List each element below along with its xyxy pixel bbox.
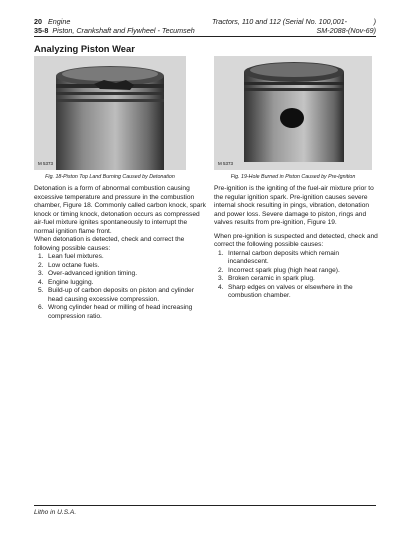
model-close: ) [373,17,376,26]
list-item: 5. Build-up of carbon deposits on piston and cylinder head causing excessive compression. [38,287,194,303]
list-item: 3. Broken ceramic in spark plug. [218,275,315,282]
sub-number: 35-8 [34,26,49,35]
section-heading: Analyzing Piston Wear [34,43,135,54]
detonation-check-paragraph: When detonation is detected, check and correct the following possible causes: [34,236,185,252]
list-item: 3. Over-advanced ignition timing. [38,270,138,277]
figure-18-photo [34,56,186,170]
header-left-line-2 [34,26,195,35]
section-title: Engine [48,17,71,26]
list-item: 2. Low octane fuels. [38,261,100,269]
figure-19-caption: Fig. 19-Hole Burned in Piston Caused by Pre-Ignition [230,174,356,180]
footer-rule [34,505,376,506]
figure-19-plate: M 5373 [218,161,234,166]
manual-code: SM-2088-(Nov-69) [316,26,376,35]
preignition-column [214,185,378,301]
detonation-causes-list [34,253,206,321]
detonation-column [34,185,206,321]
detonation-paragraph: Detonation is a form of abnormal combustion causing excessive temperature and pressure in the combustion chamber, Figure 18. Commonly called carbon knock, spark knock or timing knock, detonation occurs as compressed air-fuel mixture ignites spontaneously to interrupt the normal ignition flame front. [34,185,206,235]
figure-18-plate: M 5373 [38,161,54,166]
list-item: 1. Lean fuel mixtures. [38,253,104,260]
model-line: Tractors, 110 and 112 (Serial No. 100,001- [212,17,348,26]
list-item: 4. Engine lugging. [38,278,94,286]
footer-litho: Litho in U.S.A. [34,509,77,516]
header-right-line-1 [212,17,376,26]
figure-19-photo [214,56,372,170]
preignition-causes-list [214,250,378,301]
sub-title: Piston, Crankshaft and Flywheel - Tecumseh [52,26,195,35]
figure-18-caption: Fig. 18-Piston Top Land Burning Caused by Detonation [45,174,175,180]
list-item: 4. Sharp edges on valves or elsewhere in the combustion chamber. [218,283,353,299]
list-item: 6. Wrong cylinder head or milling of head increasing compression ratio. [38,304,193,320]
header-left-line-1 [34,17,70,26]
list-item: 2. Incorrect spark plug (high heat range). [218,266,340,274]
piston-hole-image [214,56,372,170]
preignition-paragraph: Pre-ignition is the igniting of the fuel-air mixture prior to the regular ignition spark. Pre-ignition causes severe internal shock resulting in pings, vibration, detonation and power loss. Severe damage to piston, rings and valves results from pre-ignition, Figure 19. [214,185,374,226]
page-number: 20 [34,17,42,26]
piston-top-land-image [34,56,186,170]
header-rule [34,36,376,37]
preignition-check-paragraph: When pre-ignition is suspected and detected, check and correct the following possible causes: [214,232,378,248]
list-item: 1. Internal carbon deposits which remain incandescent. [218,249,340,265]
